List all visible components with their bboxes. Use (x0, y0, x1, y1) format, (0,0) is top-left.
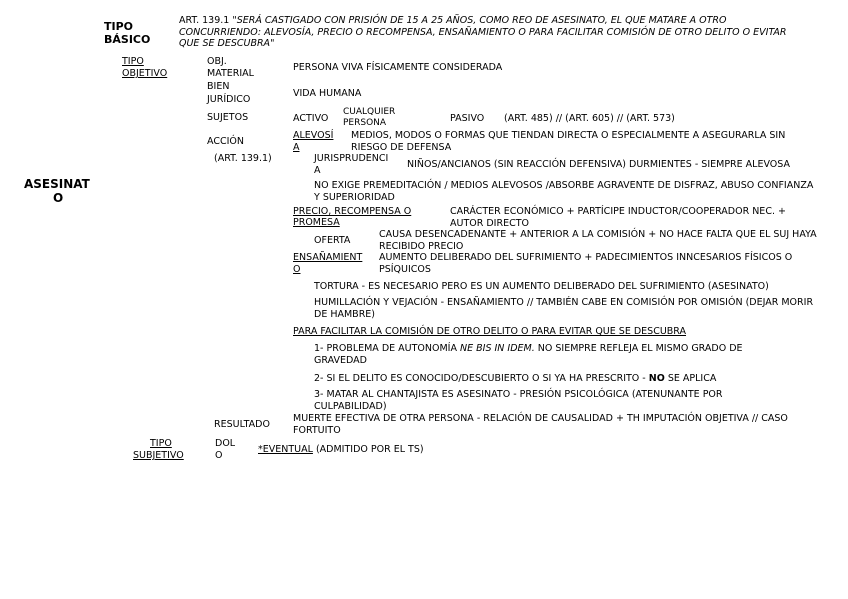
bien-juridico-label-2: JURÍDICO (207, 94, 251, 105)
jurisprudencia-text: NIÑOS/ANCIANOS (SIN REACCIÓN DEFENSIVA) DURMIENTES - SIEMPRE ALEVOSA (407, 159, 790, 170)
sujetos-label: SUJETOS (207, 112, 249, 123)
dolo-label-1: DOL (215, 438, 236, 449)
accion-ref: (ART. 139.1) (214, 153, 272, 164)
facilitar-point-3: 3- MATAR AL CHANTAJISTA ES ASESINATO - PRESIÓN PSICOLÓGICA (ATENUNANTE POR CULPABILIDAD) (314, 389, 723, 412)
facilitar-comision-label: PARA FACILITAR LA COMISIÓN DE OTRO DELITO O PARA EVITAR QUE SE DESCUBRA (293, 326, 687, 337)
facilitar-point-2: 2- SI EL DELITO ES CONOCIDO/DESCUBIERTO O SI YA HA PRESCRITO - NO SE APLICA (314, 373, 717, 384)
tipo-basico-label-1: TIPO (104, 20, 134, 33)
bien-juridico-value: VIDA HUMANA (293, 88, 362, 99)
oferta-label: OFERTA (314, 235, 351, 246)
humillacion-text: HUMILLACIÓN Y VEJACIÓN - ENSAÑAMIENTO // TAMBIÉN CABE EN COMISIÓN POR OMISIÓN (DEJAR MORIR DE HAMBRE) (314, 297, 814, 320)
sujeto-pasivo-label: PASIVO (450, 113, 485, 124)
main-title-line2: O (53, 191, 64, 205)
precio-label-1: PRECIO, RECOMPENSA O (293, 206, 412, 217)
jurisprudencia-label-1: JURISPRUDENCI (314, 153, 389, 164)
ensanamiento-definition: AUMENTO DELIBERADO DEL SUFRIMIENTO + PADECIMIENTOS INNCESARIOS FÍSICOS O PSÍQUICOS (379, 252, 793, 275)
premeditacion-text: NO EXIGE PREMEDITACIÓN / MEDIOS ALEVOSOS /ABSORBE AGRAVENTE DE DISFRAZ, ABUSO CONFIANZA Y SUPERIORIDAD (314, 180, 814, 203)
tipo-basico-label-2: BÁSICO (104, 33, 151, 46)
ensanamiento-label-2: O (293, 264, 301, 275)
tortura-text: TORTURA - ES NECESARIO PERO ES UN AUMENTO DELIBERADO DEL SUFRIMIENTO (ASESINATO) (314, 281, 769, 292)
sujeto-pasivo-refs: (ART. 485) // (ART. 605) // (ART. 573) (504, 113, 675, 124)
bien-juridico-label-1: BIEN (207, 81, 230, 92)
dolo-eventual: *EVENTUAL (ADMITIDO POR EL TS) (258, 444, 424, 455)
cualquier-persona-1: CUALQUIER (343, 107, 396, 117)
tipo-objetivo-label-1: TIPO (122, 56, 144, 67)
article-139-text: ART. 139.1 "SERÁ CASTIGADO CON PRISIÓN DE 15 A 25 AÑOS, COMO REO DE ASESINATO, EL QUE MATARE A OTRO CONCURRIENDO: ALEVOSÍA, PRECIO O RECOMPENSA, ENSAÑAMIENTO O PARA FACILITAR COMISIÓN DE OTRO DELITO O EVITAR QUE SE DESCUBRA" (179, 15, 787, 49)
sujeto-activo-label: ACTIVO (293, 113, 329, 124)
tipo-subjetivo-label-2: SUBJETIVO (133, 450, 184, 461)
alevosia-definition: MEDIOS, MODOS O FORMAS QUE TIENDAN DIRECTA O ESPECIALMENTE A ASEGURARLA SIN RIESGO DE DEFENSA (351, 130, 786, 153)
facilitar-point-1: 1- PROBLEMA DE AUTONOMÍA NE BIS IN IDEM. NO SIEMPRE REFLEJA EL MISMO GRADO DE GRAVEDAD (314, 343, 743, 366)
alevosia-label-2: A (293, 142, 300, 153)
obj-material-value: PERSONA VIVA FÍSICAMENTE CONSIDERADA (293, 62, 503, 73)
alevosia-label-1: ALEVOSÍ (293, 130, 334, 141)
tipo-objetivo-label-2: OBJETIVO (122, 68, 168, 79)
obj-material-label-2: MATERIAL (207, 68, 254, 79)
precio-definition: CARÁCTER ECONÓMICO + PARTÍCIPE INDUCTOR/COOPERADOR NEC. + AUTOR DIRECTO (450, 206, 786, 229)
dolo-label-2: O (215, 450, 223, 461)
resultado-label: RESULTADO (214, 419, 270, 430)
oferta-definition: CAUSA DESENCADENANTE + ANTERIOR A LA COMISIÓN + NO HACE FALTA QUE EL SUJ HAYA RECIBIDO PRECIO (379, 229, 817, 252)
obj-material-label-1: OBJ. (207, 56, 227, 67)
accion-label: ACCIÓN (207, 136, 244, 147)
ensanamiento-label-1: ENSAÑAMIENT (293, 252, 363, 263)
jurisprudencia-label-2: A (314, 165, 321, 176)
main-title-line1: ASESINAT (24, 177, 90, 191)
tipo-subjetivo-label-1: TIPO (150, 438, 172, 449)
cualquier-persona-2: PERSONA (343, 118, 387, 128)
precio-label-2: PROMESA (293, 217, 340, 228)
resultado-definition: MUERTE EFECTIVA DE OTRA PERSONA - RELACIÓN DE CAUSALIDAD + TH IMPUTACIÓN OBJETIVA // CASO FORTUITO (293, 413, 788, 436)
